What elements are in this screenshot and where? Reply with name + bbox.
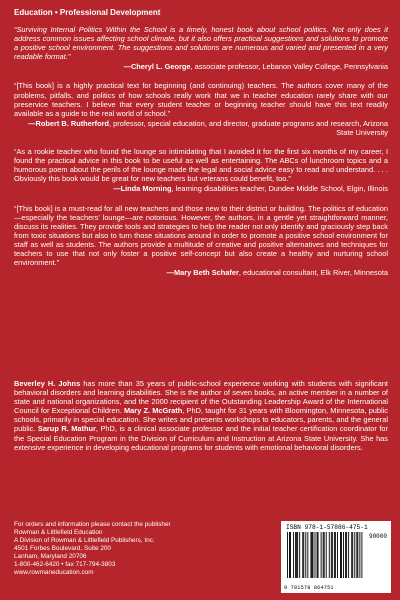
endorsement-quote xyxy=(14,81,388,137)
barcode-bar xyxy=(337,532,338,578)
barcode-bar xyxy=(329,532,330,578)
author-bio-text: has more than 35 years of public-school experience working with students with significant behavioral disorders and learning disabilities. She is the author of seven books, an active member in a number of state and national organizations, and the 2000 recipient of the Outstanding Leadership Award of the International Council for Exceptional Children. xyxy=(14,379,388,416)
barcode-bar xyxy=(307,532,308,578)
barcode-bar xyxy=(321,532,322,578)
quote-text: “[This book] is a must-read for all new teachers and those new to their district or building. The politics of education—especially the teachers' lounge—are notorious. However, the authors, in a gentle yet straightforward manner, discuss its realities. They provide tools and strategies to help the reader not only identify and graciously step back from toxic situations but also to turn those situations around in order to promote a positive school environment for staff as well as students. The authors provide a multitude of creative and positive alternatives and techniques for teachers to use that not only foster a positive self-concept but also create a healthy and nurturing school environment.” xyxy=(14,203,388,268)
barcode-bar xyxy=(359,532,360,578)
author-bio-text: , PhD, is a clinical associate professor and the initial teacher certification coordinator for the Special Education Program in the Division of Curriculum and Instruction at Arizona State University. She has extensive experience in developing educational programs for students with emotional behavioral disorders. xyxy=(14,424,388,452)
endorsement-quote xyxy=(14,204,388,278)
barcode-bar xyxy=(302,532,303,578)
publisher-line: 1-800-462-6420 • fax 717-794-3803 xyxy=(14,561,116,568)
publisher-info xyxy=(14,521,171,577)
quote-affiliation: , professor, special education, and director, graduate programs and research, Arizona State University xyxy=(109,118,388,137)
endorsement-quote xyxy=(14,25,388,71)
publisher-line: Lanham, Maryland 20706 xyxy=(14,553,87,560)
isbn-label: ISBN 978-1-57886-475-1 xyxy=(286,524,368,531)
barcode-bar xyxy=(361,532,362,578)
barcode-bar xyxy=(296,532,297,578)
barcode-bar xyxy=(341,532,342,578)
endorsements xyxy=(14,25,388,287)
barcode-bar xyxy=(351,532,352,578)
barcode-bar xyxy=(290,532,291,578)
quote-author: —Robert B. Rutherford xyxy=(28,118,110,128)
barcode-bar xyxy=(289,532,290,578)
quote-affiliation: , educational consultant, Elk River, Minnesota xyxy=(238,268,388,278)
barcode-bar xyxy=(340,532,341,578)
barcode-bar xyxy=(345,532,346,578)
quote-affiliation: , learning disabilities teacher, Dundee Middle School, Elgin, Illinois xyxy=(171,184,388,194)
author-name: Sarup R. Mathur xyxy=(37,424,96,434)
isbn-barcode xyxy=(281,521,391,593)
barcode-bar xyxy=(331,532,332,578)
barcode-bar xyxy=(326,532,327,578)
quote-author: —Mary Beth Schafer xyxy=(166,268,239,278)
quote-text: “Surviving Internal Politics Within the School is a timely, honest book about school politics. Not only does it address common issues affecting school climate, but it also offers practical suggestions and solutions to promote a positive school environment. The suggestions and solutions are numerous and varied and presented in a very readable format.” xyxy=(14,25,388,62)
price-code: 90000 xyxy=(368,533,387,540)
barcode-bar xyxy=(346,532,347,578)
quote-attribution xyxy=(14,62,388,71)
author-bios xyxy=(14,379,388,452)
barcode-graphic xyxy=(286,532,364,580)
quote-author: —Linda Morning xyxy=(113,184,172,194)
publisher-line: Rowman & Littlefield Education xyxy=(14,529,103,536)
quote-attribution xyxy=(14,268,388,277)
barcode-bar xyxy=(352,532,353,578)
barcode-bar xyxy=(287,532,288,578)
quote-text: “As a rookie teacher who found the lounge so intimidating that I avoided it for the first six months of my career, I found the practical advice in this book to be useful as well as entertaining. The ABCs of lunchroom topics and a humorous poem about the perils of the lounge made the legal and social advice easy to read and understand. . . . Obviously this book would be great for new teachers but veterans could benefit, too.” xyxy=(14,147,388,184)
quote-text: “[This book] is a highly practical text for beginning (and continuing) teachers. The authors cover many of the problems, pitfalls, and politics of how schools really work that we in teacher education rarely share with our preservice teachers. I believe that every student teacher or beginning teacher should have this text readily available as a guide to the real world of school.” xyxy=(14,81,388,118)
publisher-line: 4501 Forbes Boulevard, Suite 200 xyxy=(14,545,111,552)
category-label: Education • Professional Development xyxy=(14,8,161,17)
barcode-bar xyxy=(315,532,316,578)
barcode-bar xyxy=(334,532,335,578)
quote-attribution xyxy=(14,184,388,193)
barcode-bar xyxy=(348,532,349,578)
barcode-bar xyxy=(354,532,355,578)
barcode-bar xyxy=(311,532,312,578)
endorsement-quote xyxy=(14,147,388,193)
quote-author: —Cheryl L. George xyxy=(123,62,191,72)
barcode-bar xyxy=(356,532,357,578)
barcode-bar xyxy=(295,532,296,578)
barcode-bar xyxy=(305,532,306,578)
publisher-line: For orders and information please contact the publisher xyxy=(14,521,171,528)
barcode-bar xyxy=(357,532,358,578)
barcode-bar xyxy=(293,532,294,578)
barcode-number: 9 781578 864751 xyxy=(284,585,334,591)
barcode-bar xyxy=(335,532,336,578)
quote-affiliation: , associate professor, Lebanon Valley College, Pennsylvania xyxy=(190,62,388,72)
barcode-bar xyxy=(310,532,311,578)
barcode-bar xyxy=(323,532,324,578)
author-name: Beverley H. Johns xyxy=(14,379,81,388)
barcode-bar xyxy=(318,532,319,578)
author-bio-text: , PhD, taught for 31 years with Bloomington, Minnesota, public schools, primarily in special education. She writes and presents workshops to educators, parents, and the general public. xyxy=(14,406,388,434)
barcode-bar xyxy=(303,532,304,578)
barcode-bar xyxy=(343,532,344,578)
quote-attribution xyxy=(14,119,388,137)
barcode-bar xyxy=(313,532,314,578)
barcode-bar xyxy=(297,532,298,578)
publisher-line: A Division of Rowman & Littlefield Publishers, Inc. xyxy=(14,537,155,544)
barcode-bar xyxy=(299,532,300,578)
barcode-bar xyxy=(317,532,318,578)
publisher-website-link[interactable]: www.rowmaneducation.com xyxy=(14,569,94,576)
author-name: Mary Z. McGrath xyxy=(123,406,183,416)
barcode-bar xyxy=(324,532,325,578)
barcode-bar xyxy=(332,532,333,578)
